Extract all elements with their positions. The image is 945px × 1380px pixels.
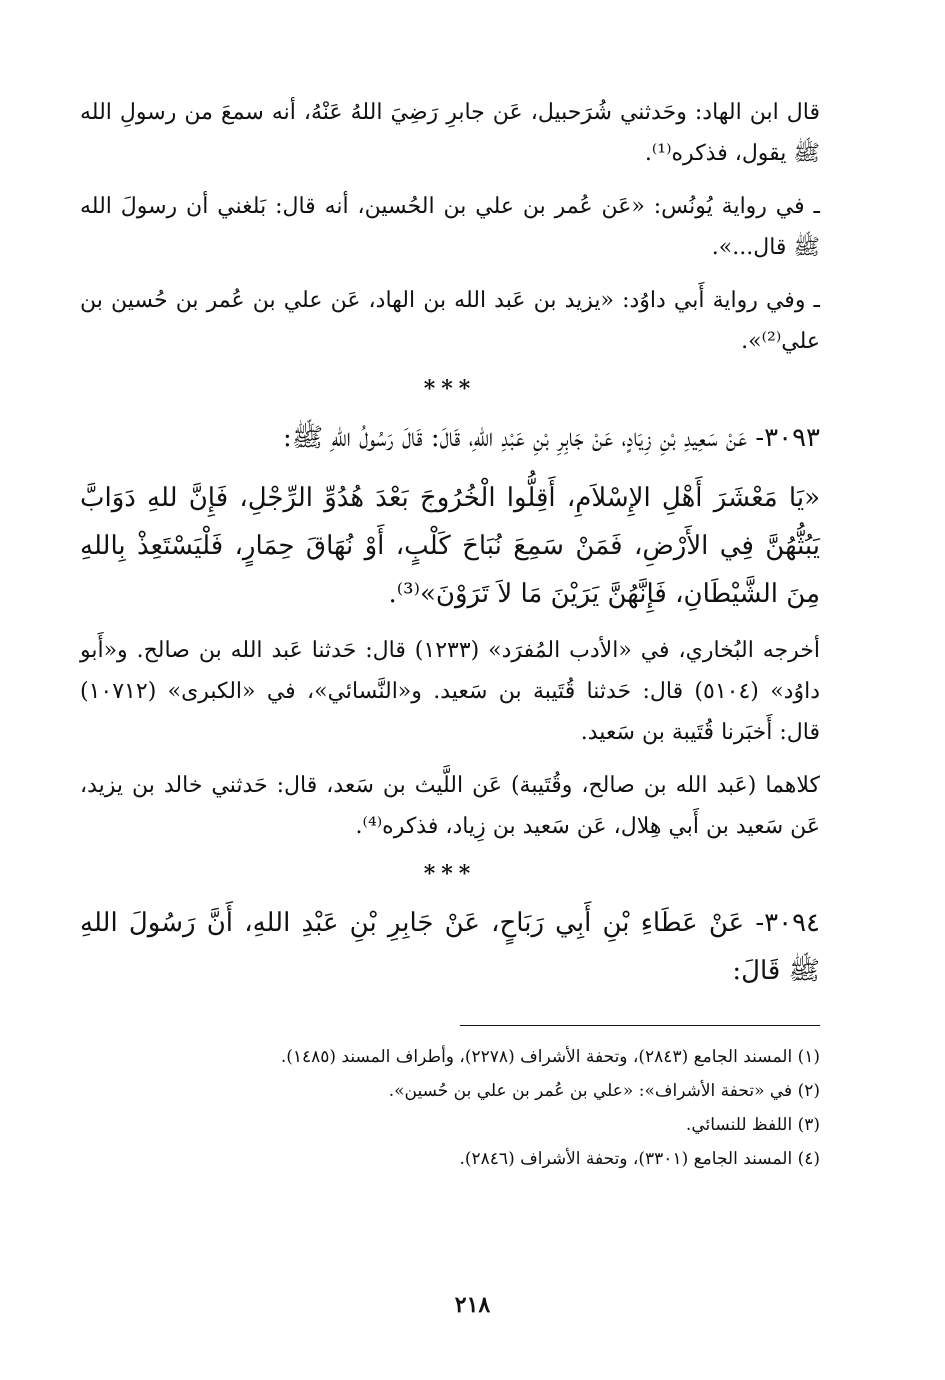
footnote-2: (٢) في «تحفة الأشراف»: «علي بن عُمر بن علي بن حُسين». bbox=[388, 1081, 820, 1101]
page-number: ٢١٨ bbox=[454, 1292, 491, 1318]
footnote-3: (٣) اللفظ للنسائي. bbox=[685, 1115, 820, 1135]
section-separator-2: *** bbox=[423, 861, 477, 887]
footnote-divider bbox=[460, 1025, 820, 1026]
abu-dawud-variant-paragraph: ـ وفي رواية أَبي داوُد: «يزيد بن عَبد الله بن الهاد، عَن علي بن عُمر بن حُسين بن علي⁽²⁾». bbox=[80, 288, 820, 354]
hadith-3093-chain: كلاهما (عَبد الله بن صالح، وقُتَيبة) عَن اللَّيث بن سَعد، قال: حَدثني خالد بن يزيد، عَن سَعيد بن أَبي هِلال، عَن سَعيد بن زِياد، فذكره⁽⁴⁾. bbox=[80, 773, 820, 839]
hadith-3093-takhrij: أخرجه البُخاري، في «الأدب المُفرَد» (١٢٣٣) قال: حَدثنا عَبد الله بن صالح. و«أَبو داوُد» (٥١٠٤) قال: حَدثنا قُتَيبة بن سَعيد. و«النَّسائي»، في «الكبرى» (١٠٧١٢) قال: أَخبَرنا قُتَيبة بن سَعيد. bbox=[80, 638, 821, 745]
hadith-3094-header: ٣٠٩٤- عَنْ عَطَاءِ بْنِ أَبِي رَبَاحٍ، عَنْ جَابِرِ بْنِ عَبْدِ اللهِ، أَنَّ رَسُولَ اللهِ ﷺ قَالَ: bbox=[80, 908, 820, 986]
hadith-3093-text: «يَا مَعْشَرَ أَهْلِ الإِسْلاَمِ، أَقِلُّوا الْخُرُوجَ بَعْدَ هُدُوِّ الرِّجْلِ، فَإِنَّ للهِ دَوَابَّ يَبُثُّهُنَّ فِي الأَرْضِ، فَمَنْ سَمِعَ نُبَاحَ كَلْبٍ، أَوْ نُهَاقَ حِمَارٍ، فَلْيَسْتَعِذْ بِاللهِ مِنَ الشَّيْطَانِ، فَإِنَّهُنَّ يَرَيْنَ مَا لاَ تَرَوْنَ»⁽³⁾. bbox=[80, 483, 820, 609]
narration-paragraph: قال ابن الهاد: وحَدثني شُرَحبيل، عَن جابرِ رَضِيَ اللهُ عَنْهُ، أنه سمعَ من رسولِ الله ﷺ يقول، فذكره⁽¹⁾. bbox=[80, 100, 820, 166]
footnote-1: (١) المسند الجامع (٢٨٤٣)، وتحفة الأشراف (٢٢٧٨)، وأطراف المسند (١٤٨٥). bbox=[280, 1047, 820, 1067]
footnote-4: (٤) المسند الجامع (٣٣٠١)، وتحفة الأشراف (٢٨٤٦). bbox=[459, 1149, 820, 1169]
hadith-3093-header: ٣٠٩٣- عَنْ سَعِيدِ بْنِ زِيَادٍ، عَنْ جَابِرِ بْنِ عَبْدِ اللهِ، قَالَ: قَالَ رَسُولُ اللهِ ﷺ: bbox=[283, 423, 820, 453]
section-separator: *** bbox=[423, 376, 477, 402]
yunus-variant-paragraph: ـ في رواية يُونُس: «عَن عُمر بن علي بن الحُسين، أنه قال: بَلغني أن رسولَ الله ﷺ قال...». bbox=[80, 194, 820, 260]
footnotes bbox=[80, 1040, 820, 1176]
